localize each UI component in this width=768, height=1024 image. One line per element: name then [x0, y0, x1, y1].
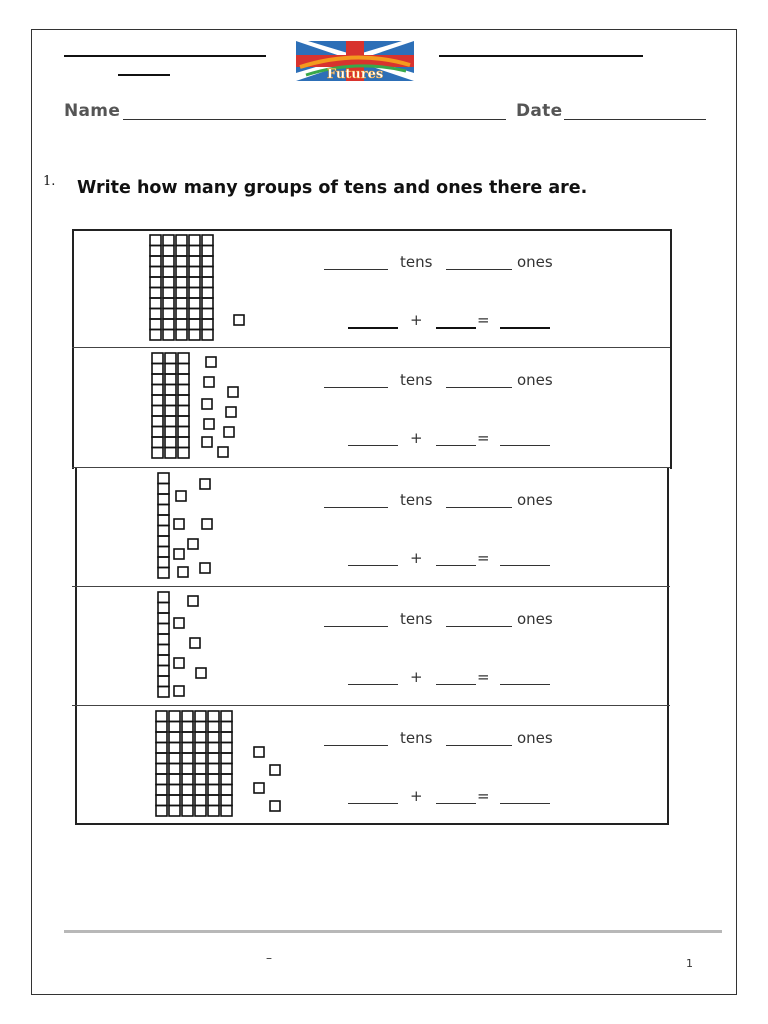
ten-rod-cube — [156, 785, 167, 796]
ten-rod-cube — [221, 764, 232, 775]
ten-rod-cube — [176, 256, 187, 267]
ten-rod-cube — [189, 235, 200, 246]
ten-rod-cube — [178, 374, 189, 385]
ten-rod-cube — [165, 427, 176, 438]
ten-rod-cube — [163, 235, 174, 246]
equals-sign: = — [477, 549, 490, 567]
tens-label: tens — [400, 253, 433, 271]
ten-rod-cube — [152, 427, 163, 438]
ten-rod-cube — [156, 743, 167, 754]
ten-rod-cube — [208, 785, 219, 796]
one-cube — [190, 638, 200, 648]
one-cube — [234, 315, 244, 325]
ten-rod-cube — [195, 785, 206, 796]
ten-rod-cube — [221, 785, 232, 796]
sum-blank[interactable] — [500, 565, 550, 566]
ten-rod-cube — [208, 722, 219, 733]
name-label: Name — [64, 101, 121, 121]
ten-rod-cube — [178, 427, 189, 438]
ten-rod-cube — [176, 298, 187, 309]
one-cube — [174, 519, 184, 529]
ten-rod-cube — [156, 711, 167, 722]
one-cube — [202, 399, 212, 409]
ten-rod-cube — [202, 309, 213, 320]
equals-sign: = — [477, 787, 490, 805]
ten-rod-cube — [208, 774, 219, 785]
table-row — [72, 586, 670, 705]
sum-blank[interactable] — [500, 803, 550, 804]
ten-rod-cube — [150, 246, 161, 257]
ten-rod-cube — [152, 385, 163, 396]
ten-rod-cube — [152, 416, 163, 427]
ten-rod-cube — [169, 785, 180, 796]
ten-rod-cube — [189, 246, 200, 257]
tens-answer-blank[interactable] — [324, 269, 388, 270]
ten-rod-cube — [202, 256, 213, 267]
one-cube — [174, 549, 184, 559]
one-cube — [224, 427, 234, 437]
ten-rod-cube — [208, 753, 219, 764]
ten-rod-cube — [165, 374, 176, 385]
ten-rod-cube — [169, 764, 180, 775]
ones-label: ones — [517, 491, 553, 509]
logo-subtitle: British School — [324, 85, 386, 95]
ten-rod-cube — [208, 806, 219, 817]
date-label: Date — [516, 101, 563, 121]
tens-answer-blank[interactable] — [324, 507, 388, 508]
one-cube — [204, 377, 214, 387]
footer-dash: – — [266, 951, 272, 965]
tens-answer-blank[interactable] — [324, 626, 388, 627]
school-logo — [296, 41, 414, 96]
ten-rod-cube — [208, 732, 219, 743]
ten-rod-cube — [195, 806, 206, 817]
ten-rod-cube — [150, 330, 161, 341]
ten-rod-cube — [163, 267, 174, 278]
ten-rod-cube — [163, 256, 174, 267]
ten-rod-cube — [202, 277, 213, 288]
ten-rod-cube — [202, 246, 213, 257]
ones-label: ones — [517, 610, 553, 628]
ten-rod-cube — [178, 448, 189, 459]
header-line-right — [439, 55, 643, 57]
sum-blank[interactable] — [500, 684, 550, 685]
ten-rod-cube — [202, 235, 213, 246]
ten-rod-cube — [169, 722, 180, 733]
ten-rod-cube — [182, 806, 193, 817]
ten-rod-cube — [178, 385, 189, 396]
ten-rod-cube — [152, 395, 163, 406]
ten-rod-cube — [176, 246, 187, 257]
ten-rod-cube — [208, 764, 219, 775]
question-prompt: Write how many groups of tens and ones there are. — [77, 178, 588, 198]
ten-rod-cube — [176, 330, 187, 341]
ones-label: ones — [517, 729, 553, 747]
ten-rod-cube — [150, 235, 161, 246]
one-cube — [174, 686, 184, 696]
equals-sign: = — [477, 668, 490, 686]
ten-rod-cube — [163, 298, 174, 309]
ten-rod-cube — [178, 437, 189, 448]
ten-rod-cube — [158, 655, 169, 666]
ten-rod-cube — [165, 385, 176, 396]
ten-rod-cube — [152, 448, 163, 459]
ten-rod-cube — [208, 711, 219, 722]
ten-rod-cube — [189, 330, 200, 341]
ten-rod-cube — [182, 795, 193, 806]
ten-rod-cube — [156, 722, 167, 733]
ten-rod-cube — [189, 288, 200, 299]
one-cube — [226, 407, 236, 417]
ten-rod-cube — [189, 319, 200, 330]
ten-rod-cube — [156, 795, 167, 806]
ten-rod-cube — [195, 753, 206, 764]
one-cube — [196, 668, 206, 678]
ten-rod-cube — [182, 785, 193, 796]
one-cube — [174, 658, 184, 668]
addend-ones-blank[interactable] — [436, 684, 476, 685]
one-cube — [178, 567, 188, 577]
ten-rod-cube — [158, 494, 169, 505]
ten-rod-cube — [158, 592, 169, 603]
ten-rod-cube — [156, 774, 167, 785]
ten-rod-cube — [189, 298, 200, 309]
ten-rod-cube — [221, 722, 232, 733]
ten-rod-cube — [178, 395, 189, 406]
question-number: 1. — [43, 174, 56, 189]
ten-rod-cube — [221, 795, 232, 806]
ten-rod-cube — [169, 732, 180, 743]
ten-rod-cube — [158, 568, 169, 579]
ten-rod-cube — [182, 743, 193, 754]
ones-answer-blank[interactable] — [446, 387, 512, 388]
ten-rod-cube — [178, 353, 189, 364]
ten-rod-cube — [158, 624, 169, 635]
one-cube — [188, 539, 198, 549]
ten-rod-cube — [158, 526, 169, 537]
ten-rod-cube — [182, 722, 193, 733]
ten-rod-cube — [150, 256, 161, 267]
ten-rod-cube — [195, 711, 206, 722]
ten-rod-cube — [176, 309, 187, 320]
ten-rod-cube — [221, 711, 232, 722]
ten-rod-cube — [152, 374, 163, 385]
ten-rod-cube — [182, 732, 193, 743]
ten-rod-cube — [158, 557, 169, 568]
one-cube — [200, 479, 210, 489]
ten-rod-cube — [163, 309, 174, 320]
ten-rod-cube — [189, 277, 200, 288]
ten-rod-cube — [182, 774, 193, 785]
ten-rod-cube — [156, 806, 167, 817]
ones-answer-blank[interactable] — [446, 269, 512, 270]
plus-sign: + — [410, 787, 423, 805]
ten-rod-cube — [158, 473, 169, 484]
name-field[interactable] — [123, 119, 506, 120]
base-ten-blocks — [72, 467, 332, 586]
ten-rod-cube — [176, 288, 187, 299]
tens-label: tens — [400, 371, 433, 389]
ten-rod-cube — [165, 448, 176, 459]
one-cube — [188, 596, 198, 606]
ten-rod-cube — [178, 364, 189, 375]
ten-rod-cube — [165, 416, 176, 427]
table-row — [72, 347, 670, 467]
ten-rod-cube — [156, 753, 167, 764]
one-cube — [228, 387, 238, 397]
ten-rod-cube — [176, 319, 187, 330]
ten-rod-cube — [195, 722, 206, 733]
tens-answer-blank[interactable] — [324, 387, 388, 388]
ten-rod-cube — [158, 666, 169, 677]
addend-ones-blank[interactable] — [436, 445, 476, 446]
base-ten-blocks — [72, 347, 332, 467]
table-row — [72, 467, 670, 586]
ten-rod-cube — [152, 437, 163, 448]
tens-label: tens — [400, 491, 433, 509]
ten-rod-cube — [165, 437, 176, 448]
ten-rod-cube — [195, 732, 206, 743]
ten-rod-cube — [221, 753, 232, 764]
ten-rod-cube — [163, 277, 174, 288]
ten-rod-cube — [156, 764, 167, 775]
plus-sign: + — [410, 429, 423, 447]
table-row — [72, 229, 670, 347]
ten-rod-cube — [165, 406, 176, 417]
date-field[interactable] — [564, 119, 706, 120]
ten-rod-cube — [195, 774, 206, 785]
addend-tens-blank[interactable] — [348, 684, 398, 685]
ten-rod-cube — [195, 743, 206, 754]
ten-rod-cube — [152, 364, 163, 375]
ten-rod-cube — [150, 298, 161, 309]
page-number: 1 — [686, 957, 693, 970]
one-cube — [202, 437, 212, 447]
ten-rod-cube — [152, 406, 163, 417]
table-border — [670, 229, 672, 469]
ten-rod-cube — [158, 515, 169, 526]
ten-rod-cube — [169, 743, 180, 754]
ten-rod-cube — [195, 795, 206, 806]
ten-rod-cube — [158, 603, 169, 614]
base-ten-blocks — [72, 586, 332, 705]
ten-rod-cube — [163, 330, 174, 341]
ten-rod-cube — [163, 319, 174, 330]
one-cube — [206, 357, 216, 367]
ten-rod-cube — [150, 309, 161, 320]
ten-rod-cube — [208, 795, 219, 806]
ten-rod-cube — [158, 536, 169, 547]
ten-rod-cube — [169, 795, 180, 806]
ten-rod-cube — [221, 743, 232, 754]
one-cube — [254, 783, 264, 793]
ten-rod-cube — [169, 711, 180, 722]
one-cube — [204, 419, 214, 429]
ten-rod-cube — [189, 309, 200, 320]
ten-rod-cube — [202, 319, 213, 330]
addend-tens-blank[interactable] — [348, 565, 398, 566]
ten-rod-cube — [158, 645, 169, 656]
one-cube — [218, 447, 228, 457]
ten-rod-cube — [165, 353, 176, 364]
addend-ones-blank[interactable] — [436, 565, 476, 566]
sum-blank[interactable] — [500, 445, 550, 446]
ten-rod-cube — [163, 246, 174, 257]
addend-tens-blank[interactable] — [348, 445, 398, 446]
header-line-left-short — [118, 74, 170, 76]
addend-ones-blank[interactable] — [436, 803, 476, 804]
ten-rod-cube — [158, 676, 169, 687]
base-ten-blocks — [72, 229, 332, 347]
ten-rod-cube — [158, 687, 169, 698]
ten-rod-cube — [202, 298, 213, 309]
one-cube — [254, 747, 264, 757]
one-cube — [176, 491, 186, 501]
ten-rod-cube — [208, 743, 219, 754]
ten-rod-cube — [158, 547, 169, 558]
ten-rod-cube — [169, 753, 180, 764]
equals-sign: = — [477, 311, 490, 329]
ten-rod-cube — [202, 267, 213, 278]
ten-rod-cube — [221, 774, 232, 785]
ten-rod-cube — [178, 406, 189, 417]
ten-rod-cube — [202, 288, 213, 299]
ten-rod-cube — [221, 806, 232, 817]
tens-ones-table — [72, 229, 670, 825]
ten-rod-cube — [158, 505, 169, 516]
ten-rod-cube — [156, 732, 167, 743]
header-line-left — [64, 55, 266, 57]
one-cube — [270, 801, 280, 811]
base-ten-blocks — [72, 705, 332, 825]
ten-rod-cube — [158, 484, 169, 495]
ten-rod-cube — [169, 774, 180, 785]
ones-answer-blank[interactable] — [446, 626, 512, 627]
ten-rod-cube — [158, 613, 169, 624]
ten-rod-cube — [176, 235, 187, 246]
ten-rod-cube — [176, 277, 187, 288]
addend-tens-blank[interactable] — [348, 327, 398, 329]
one-cube — [174, 618, 184, 628]
ten-rod-cube — [163, 288, 174, 299]
ten-rod-cube — [169, 806, 180, 817]
table-row — [72, 705, 670, 825]
addend-tens-blank[interactable] — [348, 803, 398, 804]
ten-rod-cube — [150, 267, 161, 278]
ten-rod-cube — [221, 732, 232, 743]
tens-label: tens — [400, 729, 433, 747]
ten-rod-cube — [152, 353, 163, 364]
one-cube — [270, 765, 280, 775]
ten-rod-cube — [182, 711, 193, 722]
ten-rod-cube — [189, 267, 200, 278]
school-logo-graphic — [296, 41, 414, 96]
ten-rod-cube — [158, 634, 169, 645]
ten-rod-cube — [189, 256, 200, 267]
ten-rod-cube — [202, 330, 213, 341]
tens-label: tens — [400, 610, 433, 628]
equals-sign: = — [477, 429, 490, 447]
ones-label: ones — [517, 253, 553, 271]
ten-rod-cube — [150, 319, 161, 330]
logo-wordmark: Futures — [326, 67, 384, 82]
ten-rod-cube — [176, 267, 187, 278]
one-cube — [202, 519, 212, 529]
footer-rule — [64, 930, 722, 933]
sum-blank[interactable] — [500, 327, 550, 329]
ten-rod-cube — [165, 364, 176, 375]
one-cube — [200, 563, 210, 573]
ten-rod-cube — [182, 753, 193, 764]
ones-answer-blank[interactable] — [446, 745, 512, 746]
ten-rod-cube — [182, 764, 193, 775]
ten-rod-cube — [150, 277, 161, 288]
ten-rod-cube — [150, 288, 161, 299]
plus-sign: + — [410, 311, 423, 329]
ten-rod-cube — [178, 416, 189, 427]
ones-label: ones — [517, 371, 553, 389]
ten-rod-cube — [195, 764, 206, 775]
addend-ones-blank[interactable] — [436, 327, 476, 329]
ten-rod-cube — [165, 395, 176, 406]
ones-answer-blank[interactable] — [446, 507, 512, 508]
plus-sign: + — [410, 549, 423, 567]
tens-answer-blank[interactable] — [324, 745, 388, 746]
plus-sign: + — [410, 668, 423, 686]
